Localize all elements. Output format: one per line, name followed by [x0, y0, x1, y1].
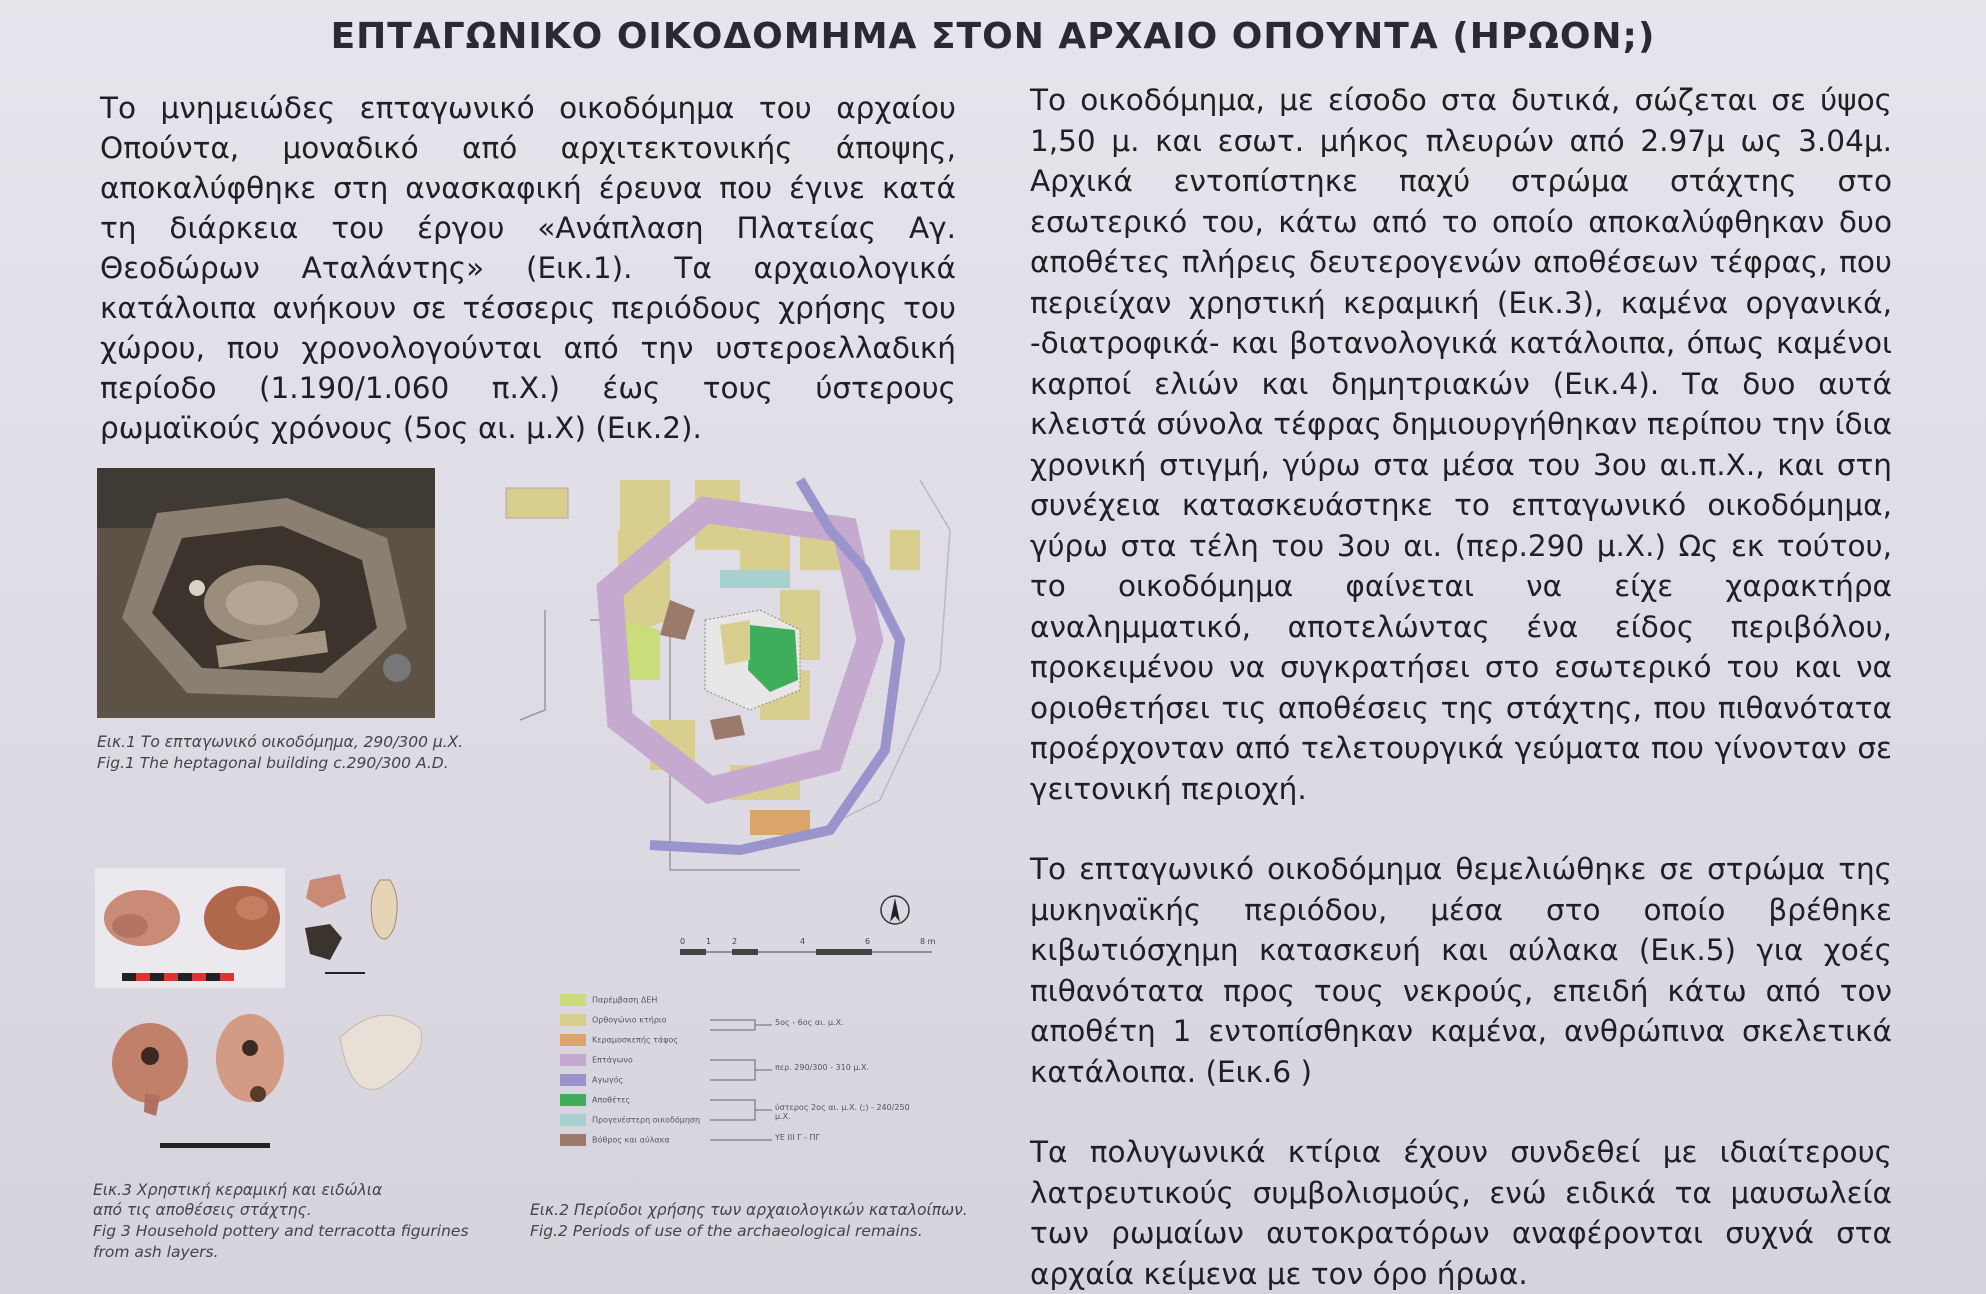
fig3-caption-greek-1: Εικ.3 Χρηστική κεραμική και ειδώλια [93, 1181, 383, 1199]
legend-item: Προγενέστερη οικοδόμηση [560, 1114, 700, 1128]
legend-swatch [560, 1034, 586, 1046]
main-text-column [1030, 80, 1892, 1294]
intro-text-column [100, 88, 956, 448]
legend-swatch [560, 1114, 586, 1126]
legend-item: Επτάγωνο [560, 1054, 633, 1068]
period-label: ΥΕ ΙΙΙ Γ - ΠΓ [775, 1133, 821, 1142]
fig2-caption-english: Fig.2 Periods of use of the archaeological remains. [530, 1222, 923, 1240]
period-label: 5ος - 6ος αι. μ.Χ. [775, 1018, 844, 1027]
legend-item: Βόθρος και αύλακα [560, 1134, 670, 1148]
scale-label-2: 2 [732, 937, 738, 946]
legend-swatch [560, 1014, 586, 1026]
intro-paragraph: Το μνημειώδες επταγωνικό οικοδόμημα του αρχαίου Οπούντα, μοναδικό από αρχιτεκτονικής άποψης, αποκαλύφθηκε στη ανασκαφική έρευνα που έγινε κατά τη διάρκεια του έργου «Ανάπλαση Πλατείας Αγ. Θεοδώρων Αταλάντης» (Εικ.1). Τα αρχαιολογικά κατάλοιπα ανήκουν σε τέσσερις περιόδους χρήσης του χώρου, που χρονολογούνται από την υστεροελλαδική περίοδο (1.190/1.060 π.Χ.) έως τους ύστερους ρωμαϊκούς χρόνους (5ος αι. μ.Χ) (Εικ.2). [100, 91, 956, 445]
fig1-caption-greek: Εικ.1 Το επταγωνικό οικοδόμημα, 290/300 μ.Χ. [97, 733, 464, 751]
scale-label-0: 0 [680, 937, 686, 946]
fig2-caption-greek: Εικ.2 Περίοδοι χρήσης των αρχαιολογικών καταλοίπων. [530, 1201, 968, 1219]
pottery-figurines-photos [90, 868, 470, 1158]
legend-item: Κεραμοσκεπής τάφος [560, 1034, 678, 1048]
fig1-caption-english: Fig.1 The heptagonal building c.290/300 A.D. [97, 754, 449, 772]
fig3-caption-greek-2: από τις αποθέσεις στάχτης. [93, 1201, 312, 1219]
heptagonal-building-photo [97, 468, 435, 718]
legend-swatch [560, 1074, 586, 1086]
scale-label-6: 6 [865, 937, 871, 946]
paragraph-1: Το οικοδόμημα, με είσοδο στα δυτικά, σώζεται σε ύψος 1,50 μ. και εσωτ. μήκος πλευρών από 2.97μ ως 3.04μ. Αρχικά εντοπίστηκε παχύ στρώμα στάχτης στο εσωτερικό του, κάτω από το οποίο αποκαλύφθηκαν δυο αποθέτες πλήρεις δευτερογενών αποθέσεων τέφρας, που περιείχαν χρηστική κεραμική (Εικ.3), καμένα οργανικά, -διατροφικά- και βοτανολογικά κατάλοιπα, όπως καμένοι καρποί ελιών και δημητριακών (Εικ.4). Τα δυο αυτά κλειστά σύνολα τέφρας δημιουργήθηκαν περίπου την ίδια χρονική στιγμή, γύρω στα μέσα του 3ου αι.π.Χ., και στη συνέχεια κατασκευάστηκε το επταγωνικό οικοδόμημα, γύρω στα τέλη του 3ου αι. (περ.290 μ.Χ.) Ως εκ τούτου, το οικοδόμημα φαίνεται να είχε χαρακτήρα αναλημματικό, αποτελώντας ένα είδος περιβόλου, προκειμένου να συγκρατήσει στο εσωτερικό του και να οριοθετήσει τις αποθέσεις της στάχτης, που πιθανότατα προέρχονταν από τελετουργικά γεύματα που γίνονταν σε γειτονική περιοχή. [1030, 83, 1892, 806]
legend-item: Αποθέτες [560, 1094, 630, 1108]
period-label: περ. 290/300 - 310 μ.Χ. [775, 1063, 869, 1072]
page-title: ΕΠΤΑΓΩΝΙΚΟ ΟΙΚΟΔΟΜΗΜΑ ΣΤΟΝ ΑΡΧΑΙΟ ΟΠΟΥΝΤΑ (ΗΡΩΟΝ;) [330, 16, 1656, 57]
site-plan-diagram [500, 470, 960, 970]
scale-label-4: 4 [800, 937, 806, 946]
paragraph-2: Το επταγωνικό οικοδόμημα θεμελιώθηκε σε στρώμα της μυκηναϊκής περιόδου, μέσα στο οποίο βρέθηκε κιβωτιόσχημη κατασκευή και αύλακα (Εικ.5) για χοές πιθανότατα προς τους νεκρούς, επειδή κάτω από τον αποθέτη 1 εντοπίσθηκαν καμένα, ανθρώπινα σκελετικά κατάλοιπα. (Εικ.6 ) [1030, 852, 1892, 1089]
legend-item: Παρέμβαση ΔΕΗ [560, 994, 657, 1008]
plan-legend [560, 990, 920, 1165]
scale-label-1: 1 [706, 937, 712, 946]
legend-swatch [560, 994, 586, 1006]
legend-item: Αγωγός [560, 1074, 623, 1088]
period-label: ύστερος 2ος αι. μ.Χ. (;) - 240/250 μ.Χ. [775, 1103, 910, 1121]
fig3-caption-english-1: Fig 3 Household pottery and terracotta figurines [93, 1222, 469, 1240]
legend-swatch [560, 1134, 586, 1146]
scale-label-8: 8 m [920, 937, 936, 946]
paragraph-3: Τα πολυγωνικά κτίρια έχουν συνδεθεί με ιδιαίτερους λατρευτικούς συμβολισμούς, ενώ ειδικά τα μαυσωλεία των ρωμαίων αυτοκρατόρων αναφέρονται συχνά στα αρχαία κείμενα με τον όρο ήρωα. [1030, 1135, 1892, 1291]
legend-item: Ορθογώνιο κτήριο [560, 1014, 667, 1028]
legend-swatch [560, 1094, 586, 1106]
fig3-caption-english-2: from ash layers. [93, 1243, 219, 1261]
legend-swatch [560, 1054, 586, 1066]
